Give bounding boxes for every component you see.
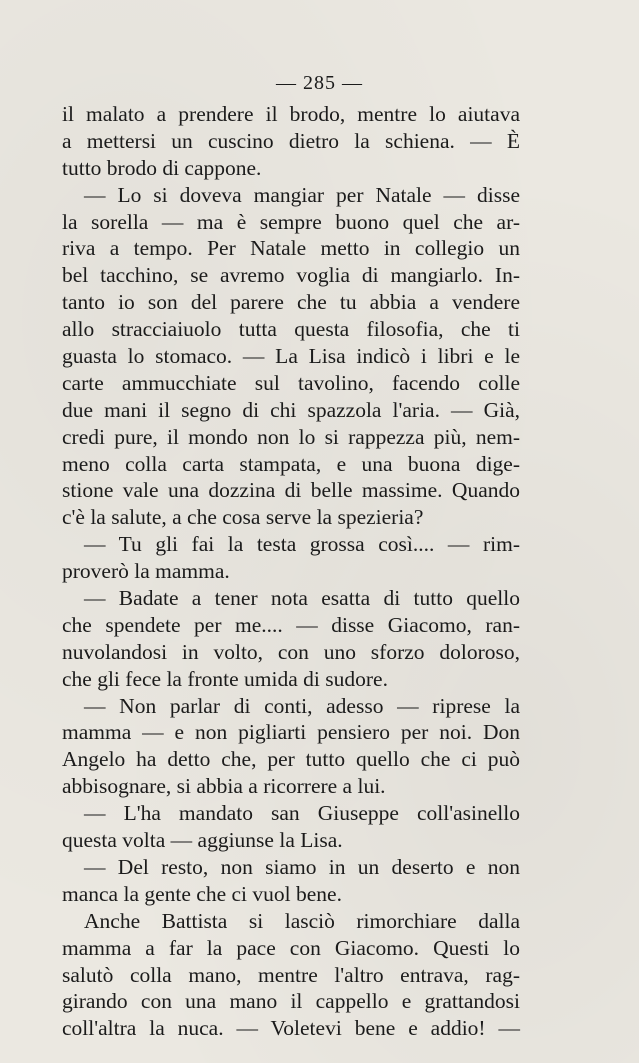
text-line: manca la gente che ci vuol bene. — [62, 881, 342, 906]
text-line: — Tu gli fai la testa grossa così.... — rim- — [84, 532, 520, 557]
text-line: — Lo si doveva mangiar per Natale — disse — [84, 182, 520, 207]
text-line: salutò colla mano, mentre l'altro entrava, rag- — [62, 962, 520, 987]
text-line: Anche Battista si lasciò rimorchiare dalla — [84, 908, 520, 933]
text-line: Angelo ha detto che, per tutto quello che ci può — [62, 747, 520, 772]
text-line: — Del resto, non siamo in un deserto e non — [84, 854, 520, 879]
text-line: tanto io son del parere che tu abbia a vendere — [62, 290, 520, 315]
text-line: a mettersi un cuscino dietro la schiena. — È — [62, 128, 520, 153]
text-line: mamma a far la pace con Giacomo. Questi lo — [62, 935, 520, 960]
text-line: mamma — e non pigliarti pensiero per noi. Don — [62, 720, 520, 745]
text-line: stione vale una dozzina di belle massime. Quando — [62, 478, 520, 503]
page-text — [62, 101, 520, 1042]
text-line: bel tacchino, se avremo voglia di mangiarlo. In- — [62, 263, 520, 288]
page-number: — 285 — — [276, 72, 363, 94]
text-line: c'è la salute, a che cosa serve la spezieria? — [62, 505, 424, 530]
text-line: la sorella — ma è sempre buono quel che ar- — [62, 209, 520, 234]
text-line: credi pure, il mondo non lo si rappezza più, nem- — [62, 424, 520, 449]
text-line: che spendete per me.... — disse Giacomo, ran- — [62, 612, 520, 637]
text-line: il malato a prendere il brodo, mentre lo aiutava — [62, 102, 520, 126]
text-line: — Non parlar di conti, adesso — riprese la — [84, 693, 520, 718]
text-line: che gli fece la fronte umida di sudore. — [62, 666, 388, 691]
text-line: questa volta — aggiunse la Lisa. — [62, 828, 343, 853]
text-line: carte ammucchiate sul tavolino, facendo colle — [62, 370, 520, 395]
text-line: allo stracciaiuolo tutta questa filosofia, che ti — [62, 317, 520, 342]
text-line: abbisognare, si abbia a ricorrere a lui. — [62, 774, 386, 799]
text-line: meno colla carta stampata, e una buona dige- — [62, 451, 520, 476]
text-line: due mani il segno di chi spazzola l'aria. — Già, — [62, 397, 520, 422]
text-line: coll'altra la nuca. — Voletevi bene e addio! — — [62, 1016, 520, 1041]
text-line: guasta lo stomaco. — La Lisa indicò i libri e le — [62, 344, 520, 369]
text-line: nuvolandosi in volto, con uno sforzo doloroso, — [62, 639, 520, 664]
text-line: — L'ha mandato san Giuseppe coll'asinello — [84, 801, 520, 826]
text-line: proverò la mamma. — [62, 559, 230, 584]
text-line: riva a tempo. Per Natale metto in collegio un — [62, 236, 520, 261]
text-line: — Badate a tener nota esatta di tutto quello — [84, 586, 520, 611]
text-line: girando con una mano il cappello e grattandosi — [62, 989, 520, 1014]
text-line: tutto brodo di cappone. — [62, 155, 262, 180]
